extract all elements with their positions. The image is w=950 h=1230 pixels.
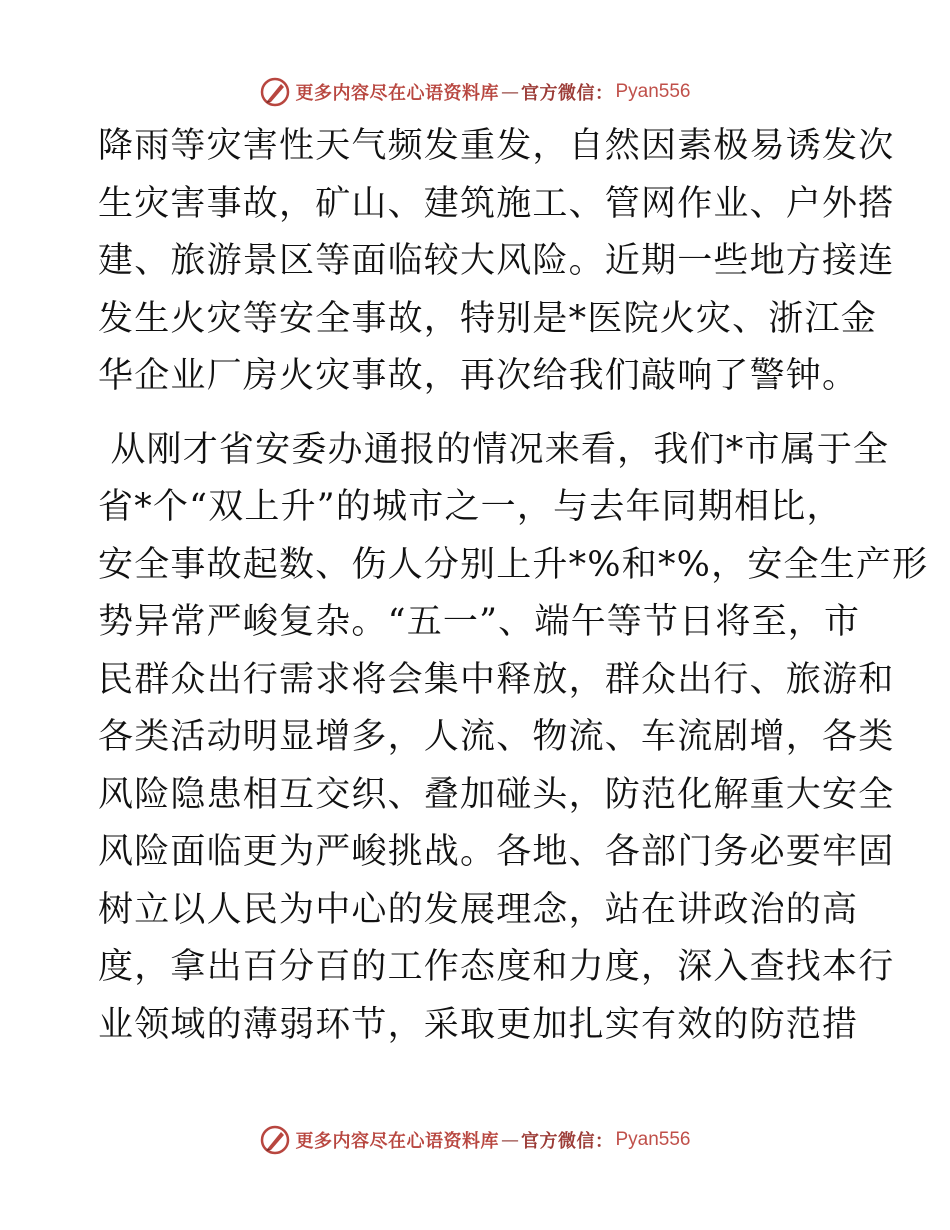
text-line: 各类活动明显增多，人流、物流、车流剧增，各类 xyxy=(98,717,895,757)
paragraph-2 xyxy=(98,422,929,1055)
footer-watermark xyxy=(0,1120,950,1160)
text-line: 生灾害事故，矿山、建筑施工、管网作业、户外搭 xyxy=(98,183,895,224)
text-line: 安全事故起数、伤人分别上升*%和*%，安全生产形 xyxy=(98,544,929,585)
watermark-wechat-id: Pyan556 xyxy=(615,81,691,102)
watermark-main-text: 更多内容尽在心语资料库 xyxy=(295,83,499,104)
text-line: 风险面临更为严峻挑战。各地、各部门务必要牢固 xyxy=(98,832,895,872)
watermark-separator: — xyxy=(500,1129,519,1151)
text-line: 华企业厂房火灾事故，再次给我们敲响了警钟。 xyxy=(98,356,859,396)
text-line: 从刚才省安委办通报的情况来看，我们*市属于全 xyxy=(98,429,890,470)
watermark-separator: — xyxy=(500,81,519,103)
text-line: 省*个“双上升”的城市之一，与去年同期相比， xyxy=(98,487,843,527)
text-line: 树立以人民为中心的发展理念，站在讲政治的高 xyxy=(98,889,859,930)
text-line: 降雨等灾害性天气频发重发，自然因素极易诱发次 xyxy=(98,126,895,166)
text-line: 度，拿出百分百的工作态度和力度，深入查找本行 xyxy=(98,947,895,987)
text-line: 势异常严峻复杂。“五一”、端午等节日将至，市 xyxy=(98,602,861,642)
watermark-wechat-id: Pyan556 xyxy=(615,1129,691,1150)
header-watermark xyxy=(0,72,950,112)
paragraph-1 xyxy=(98,118,895,406)
text-line: 民群众出行需求将会集中释放，群众出行、旅游和 xyxy=(98,659,895,700)
pen-logo-icon xyxy=(259,1124,291,1156)
pen-logo-icon xyxy=(259,76,291,108)
document-body xyxy=(98,118,929,1054)
text-line: 发生火灾等安全事故，特别是*医院火灾、浙江金 xyxy=(98,298,877,339)
text-line: 业领域的薄弱环节，采取更加扎实有效的防范措 xyxy=(98,1004,859,1045)
text-line: 风险隐患相互交织、叠加碰头，防范化解重大安全 xyxy=(98,774,895,815)
watermark-label: 官方微信： xyxy=(520,83,614,104)
watermark-main-text: 更多内容尽在心语资料库 xyxy=(295,1131,499,1152)
text-line: 建、旅游景区等面临较大风险。近期一些地方接连 xyxy=(98,241,895,281)
watermark-label: 官方微信： xyxy=(520,1131,614,1152)
